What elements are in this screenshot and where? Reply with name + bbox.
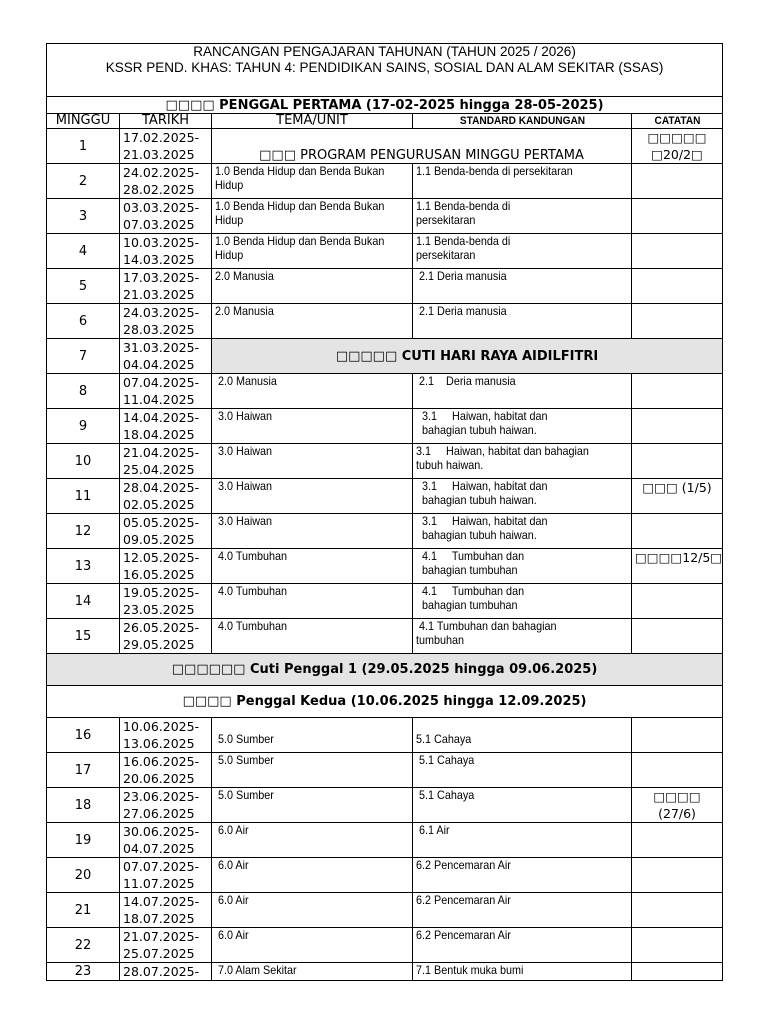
week-number xyxy=(47,549,120,584)
week-note: □□□□□ □20/2□ xyxy=(632,129,723,164)
week-note xyxy=(632,374,723,409)
week-standard-kandungan-text: 3.1 Haiwan, habitat dan bahagian tubuh haiwan. xyxy=(422,514,548,542)
table-row xyxy=(47,164,723,199)
week-dates xyxy=(120,479,212,514)
table-row xyxy=(47,718,723,753)
week-dates xyxy=(120,374,212,409)
week-tema-text: 5.0 Sumber xyxy=(218,732,274,746)
week-note xyxy=(632,409,723,444)
week-dates-text: 17.03.2025- 21.03.2025 xyxy=(123,270,200,302)
header-subtitle: KSSR PEND. KHAS: TAHUN 4: PENDIDIKAN SAINS, SOSIAL DAN ALAM SEKITAR (SSAS) xyxy=(105,60,664,75)
week-number xyxy=(47,963,120,981)
week-note xyxy=(632,304,723,339)
term-break-label: □□□□□□ Cuti Penggal 1 (29.05.2025 hingga 09.06.2025) xyxy=(47,654,723,686)
week-number-text: 8 xyxy=(78,383,88,399)
week-standard-kandungan-text: 6.2 Pencemaran Air xyxy=(416,893,511,907)
table-row xyxy=(47,129,723,164)
week-dates xyxy=(120,199,212,234)
week-tema xyxy=(212,549,413,584)
table-row xyxy=(47,339,723,374)
week-standard-kandungan xyxy=(413,584,632,619)
week-dates-text: 21.04.2025- 25.04.2025 xyxy=(123,445,200,477)
week-note-text: □□□ (1/5) xyxy=(642,480,712,495)
week-dates-text: 14.07.2025- 18.07.2025 xyxy=(123,894,200,926)
lesson-plan-table xyxy=(46,43,723,981)
table-row xyxy=(47,823,723,858)
week-number-text: 3 xyxy=(78,208,88,224)
week-number-text: 13 xyxy=(74,558,92,574)
week-standard-kandungan xyxy=(413,718,632,753)
week-dates-text: 23.06.2025- 27.06.2025 xyxy=(123,789,200,821)
table-row xyxy=(47,269,723,304)
week-number-text: 14 xyxy=(74,593,92,609)
week-tema-text: 4.0 Tumbuhan xyxy=(215,549,288,563)
week-standard-kandungan xyxy=(413,619,632,654)
week-dates-text: 21.07.2025- 25.07.2025 xyxy=(123,929,200,961)
table-row xyxy=(47,409,723,444)
week-tema-text: 3.0 Haiwan xyxy=(215,479,273,493)
table-row xyxy=(47,514,723,549)
week-dates xyxy=(120,234,212,269)
week-note-text: □□□□ (27/6) xyxy=(653,789,701,821)
week-dates-text: 24.03.2025- 28.03.2025 xyxy=(123,305,200,337)
week-standard-kandungan-text: 3.1 Haiwan, habitat dan bahagian tubuh haiwan. xyxy=(416,444,589,472)
week-standard-kandungan-text: 5.1 Cahaya xyxy=(416,753,475,767)
week-note xyxy=(632,963,723,981)
week-standard-kandungan xyxy=(413,199,632,234)
week-standard-kandungan xyxy=(413,409,632,444)
week-dates xyxy=(120,444,212,479)
week-dates xyxy=(120,823,212,858)
week-standard-kandungan-text: 3.1 Haiwan, habitat dan bahagian tubuh haiwan. xyxy=(422,479,548,507)
week-tema-text: 2.0 Manusia xyxy=(215,374,277,388)
week-number xyxy=(47,514,120,549)
week-standard-kandungan xyxy=(413,164,632,199)
week-tema xyxy=(212,234,413,269)
week-note xyxy=(632,549,723,584)
week-dates xyxy=(120,718,212,753)
week-note xyxy=(632,788,723,823)
week-note xyxy=(632,753,723,788)
week-standard-kandungan xyxy=(413,374,632,409)
week-standard-kandungan-text: 4.1 Tumbuhan dan bahagian tumbuhan xyxy=(422,549,525,577)
week-tema-text: 5.0 Sumber xyxy=(215,753,274,767)
week-number-text: 20 xyxy=(74,867,92,883)
week-number xyxy=(47,444,120,479)
week-dates xyxy=(120,409,212,444)
week-number-text: 5 xyxy=(78,278,88,294)
week-standard-kandungan-text: 1.1 Benda-benda di persekitaran xyxy=(416,164,573,178)
week-note xyxy=(632,234,723,269)
week-dates-text: 07.04.2025- 11.04.2025 xyxy=(123,375,200,407)
week-tema-text: 6.0 Air xyxy=(215,928,249,942)
week-tema xyxy=(212,304,413,339)
week-number-text: 6 xyxy=(78,313,88,329)
week-tema xyxy=(212,788,413,823)
week-tema xyxy=(212,514,413,549)
week-number-text: 18 xyxy=(74,797,92,813)
week-number-text: 21 xyxy=(74,902,92,918)
week-standard-kandungan xyxy=(413,304,632,339)
week-number-text: 9 xyxy=(78,418,88,434)
week-tema xyxy=(212,374,413,409)
week-dates-text: 10.06.2025- 13.06.2025 xyxy=(123,719,200,751)
week-number-text: 10 xyxy=(74,453,92,469)
week-tema-text: 6.0 Air xyxy=(215,823,249,837)
week-dates-text: 26.05.2025- 29.05.2025 xyxy=(123,620,200,652)
week-number xyxy=(47,304,120,339)
week-note-text: □□□□12/5□ xyxy=(635,550,723,565)
week-dates-text: 24.02.2025- 28.02.2025 xyxy=(123,165,200,197)
week-tema-text: 7.0 Alam Sekitar xyxy=(215,963,297,977)
week-note xyxy=(632,858,723,893)
col-header-tarikh: TARIKH xyxy=(120,114,212,129)
week-tema-text: 1.0 Benda Hidup dan Benda Bukan Hidup xyxy=(215,199,388,227)
week-standard-kandungan-text: 4.1 Tumbuhan dan bahagian tumbuhan xyxy=(416,619,557,647)
week-dates xyxy=(120,269,212,304)
week-tema-text: 1.0 Benda Hidup dan Benda Bukan Hidup xyxy=(215,164,388,192)
week-standard-kandungan-text: 1.1 Benda-benda di persekitaran xyxy=(416,234,511,262)
week-standard-kandungan-text: 5.1 Cahaya xyxy=(416,788,475,802)
col-header-catatan: CATATAN xyxy=(635,114,719,129)
col-header-minggu: MINGGU xyxy=(47,114,120,129)
week-note xyxy=(632,928,723,963)
week-note xyxy=(632,269,723,304)
table-row xyxy=(47,549,723,584)
week-number-text: 19 xyxy=(74,832,92,848)
week-standard-kandungan-text: 1.1 Benda-benda di persekitaran xyxy=(416,199,511,227)
week-tema-text: 3.0 Haiwan xyxy=(215,409,273,423)
week-number xyxy=(47,893,120,928)
week-dates-text: 14.04.2025- 18.04.2025 xyxy=(123,410,200,442)
week-note xyxy=(632,479,723,514)
week-number xyxy=(47,374,120,409)
week-number xyxy=(47,619,120,654)
table-row xyxy=(47,444,723,479)
week-dates xyxy=(120,788,212,823)
table-row xyxy=(47,928,723,963)
week-number xyxy=(47,753,120,788)
week-note xyxy=(632,893,723,928)
week-tema xyxy=(212,164,413,199)
week-number-text: 15 xyxy=(74,628,92,644)
week-dates-text: 10.03.2025- 14.03.2025 xyxy=(123,235,200,267)
week-standard-kandungan xyxy=(413,479,632,514)
week-dates-text: 07.07.2025- 11.07.2025 xyxy=(123,859,200,891)
week-dates-text: 19.05.2025- 23.05.2025 xyxy=(123,585,200,617)
table-row xyxy=(47,584,723,619)
week-number xyxy=(47,234,120,269)
table-row xyxy=(47,963,723,981)
week-number xyxy=(47,858,120,893)
week-number-text: 23 xyxy=(74,964,92,979)
week-standard-kandungan-text: 2.1 Deria manusia xyxy=(416,374,516,388)
table-row xyxy=(47,619,723,654)
week-number xyxy=(47,718,120,753)
week-tema xyxy=(212,963,413,981)
week-dates-text: 30.06.2025- 04.07.2025 xyxy=(123,824,200,856)
week-note xyxy=(632,718,723,753)
term1-title: □□□□ PENGGAL PERTAMA (17-02-2025 hingga 28-05-2025) xyxy=(47,97,723,114)
week-dates-text: 05.05.2025- 09.05.2025 xyxy=(123,515,200,547)
header-title: RANCANGAN PENGAJARAN TAHUNAN (TAHUN 2025 / 2026) xyxy=(193,44,576,59)
week-number xyxy=(47,199,120,234)
table-row xyxy=(47,304,723,339)
week-tema xyxy=(212,823,413,858)
week-standard-kandungan xyxy=(413,234,632,269)
week-dates xyxy=(120,164,212,199)
week-number: 7 xyxy=(47,339,120,374)
week-tema-text: 1.0 Benda Hidup dan Benda Bukan Hidup xyxy=(215,234,388,262)
week-note xyxy=(632,514,723,549)
week-dates xyxy=(120,619,212,654)
week-dates-text: 16.06.2025- 20.06.2025 xyxy=(123,754,200,786)
holiday-label: □□□□□ CUTI HARI RAYA AIDILFITRI xyxy=(212,339,723,374)
term2-title: □□□□ Penggal Kedua (10.06.2025 hingga 12.09.2025) xyxy=(47,686,723,718)
week-tema xyxy=(212,928,413,963)
week-dates-text: 28.07.2025- xyxy=(123,964,200,979)
week-dates-text: 03.03.2025- 07.03.2025 xyxy=(123,200,200,232)
week-dates xyxy=(120,549,212,584)
week-note xyxy=(632,584,723,619)
week-tema xyxy=(212,444,413,479)
week-standard-kandungan xyxy=(413,963,632,981)
week-standard-kandungan-text: 2.1 Deria manusia xyxy=(416,304,507,318)
week-tema-text: 4.0 Tumbuhan xyxy=(215,584,288,598)
week-dates xyxy=(120,304,212,339)
table-row xyxy=(47,753,723,788)
col-header-standard-kandungan: STANDARD KANDUNGAN xyxy=(421,114,622,129)
first-week-program: □□□ PROGRAM PENGURUSAN MINGGU PERTAMA xyxy=(212,129,632,164)
week-standard-kandungan xyxy=(413,444,632,479)
week-tema-text: 5.0 Sumber xyxy=(215,788,274,802)
week-tema xyxy=(212,269,413,304)
week-tema xyxy=(212,199,413,234)
week-number xyxy=(47,928,120,963)
week-standard-kandungan-text: 5.1 Cahaya xyxy=(416,732,472,746)
week-number-text: 17 xyxy=(74,762,92,778)
week-tema xyxy=(212,479,413,514)
week-tema-text: 2.0 Manusia xyxy=(215,269,274,283)
week-number xyxy=(47,788,120,823)
week-tema-text: 2.0 Manusia xyxy=(215,304,274,318)
week-tema xyxy=(212,858,413,893)
week-number-text: 22 xyxy=(74,937,92,953)
week-note xyxy=(632,444,723,479)
week-dates xyxy=(120,584,212,619)
week-dates: 17.02.2025- 21.03.2025 xyxy=(120,129,212,164)
week-tema xyxy=(212,409,413,444)
week-dates xyxy=(120,514,212,549)
table-row xyxy=(47,479,723,514)
week-note xyxy=(632,619,723,654)
week-standard-kandungan-text: 7.1 Bentuk muka bumi xyxy=(416,963,524,977)
col-header-tema: TEMA/UNIT xyxy=(212,114,413,129)
week-dates xyxy=(120,928,212,963)
week-dates: 31.03.2025- 04.04.2025 xyxy=(120,339,212,374)
week-number xyxy=(47,479,120,514)
week-number-text: 2 xyxy=(78,173,88,189)
week-standard-kandungan xyxy=(413,893,632,928)
week-dates xyxy=(120,893,212,928)
table-row xyxy=(47,788,723,823)
week-number xyxy=(47,409,120,444)
week-number xyxy=(47,823,120,858)
week-tema-text: 3.0 Haiwan xyxy=(215,514,273,528)
week-standard-kandungan-text: 6.1 Air xyxy=(416,823,450,837)
week-number xyxy=(47,269,120,304)
week-standard-kandungan xyxy=(413,269,632,304)
week-dates xyxy=(120,858,212,893)
week-tema xyxy=(212,893,413,928)
week-dates-text: 12.05.2025- 16.05.2025 xyxy=(123,550,200,582)
week-note xyxy=(632,164,723,199)
week-number xyxy=(47,164,120,199)
week-tema xyxy=(212,584,413,619)
week-standard-kandungan xyxy=(413,858,632,893)
week-standard-kandungan-text: 3.1 Haiwan, habitat dan bahagian tubuh haiwan. xyxy=(422,409,548,437)
week-dates xyxy=(120,963,212,981)
week-dates xyxy=(120,753,212,788)
week-standard-kandungan xyxy=(413,514,632,549)
document-header xyxy=(47,44,723,97)
week-number-text: 16 xyxy=(74,727,92,743)
week-note xyxy=(632,823,723,858)
week-standard-kandungan-text: 2.1 Deria manusia xyxy=(416,269,507,283)
week-standard-kandungan xyxy=(413,823,632,858)
week-note xyxy=(632,199,723,234)
table-row xyxy=(47,199,723,234)
week-standard-kandungan xyxy=(413,788,632,823)
week-standard-kandungan-text: 6.2 Pencemaran Air xyxy=(416,928,511,942)
week-tema xyxy=(212,718,413,753)
table-row xyxy=(47,374,723,409)
week-tema-text: 6.0 Air xyxy=(215,858,249,872)
week-dates-text: 28.04.2025- 02.05.2025 xyxy=(123,480,200,512)
week-tema-text: 6.0 Air xyxy=(215,893,249,907)
week-number-text: 11 xyxy=(74,488,92,504)
week-tema-text: 4.0 Tumbuhan xyxy=(215,619,288,633)
table-row xyxy=(47,234,723,269)
week-tema-text: 3.0 Haiwan xyxy=(215,444,273,458)
week-standard-kandungan-text: 6.2 Pencemaran Air xyxy=(416,858,511,872)
week-tema xyxy=(212,619,413,654)
week-standard-kandungan-text: 4.1 Tumbuhan dan bahagian tumbuhan xyxy=(422,584,525,612)
week-number-text: 4 xyxy=(78,243,88,259)
week-number xyxy=(47,584,120,619)
week-standard-kandungan xyxy=(413,753,632,788)
table-row xyxy=(47,893,723,928)
week-tema xyxy=(212,753,413,788)
week-standard-kandungan xyxy=(413,928,632,963)
week-standard-kandungan xyxy=(413,549,632,584)
week-number-text: 12 xyxy=(74,523,92,539)
week-number: 1 xyxy=(47,129,120,164)
table-row xyxy=(47,858,723,893)
